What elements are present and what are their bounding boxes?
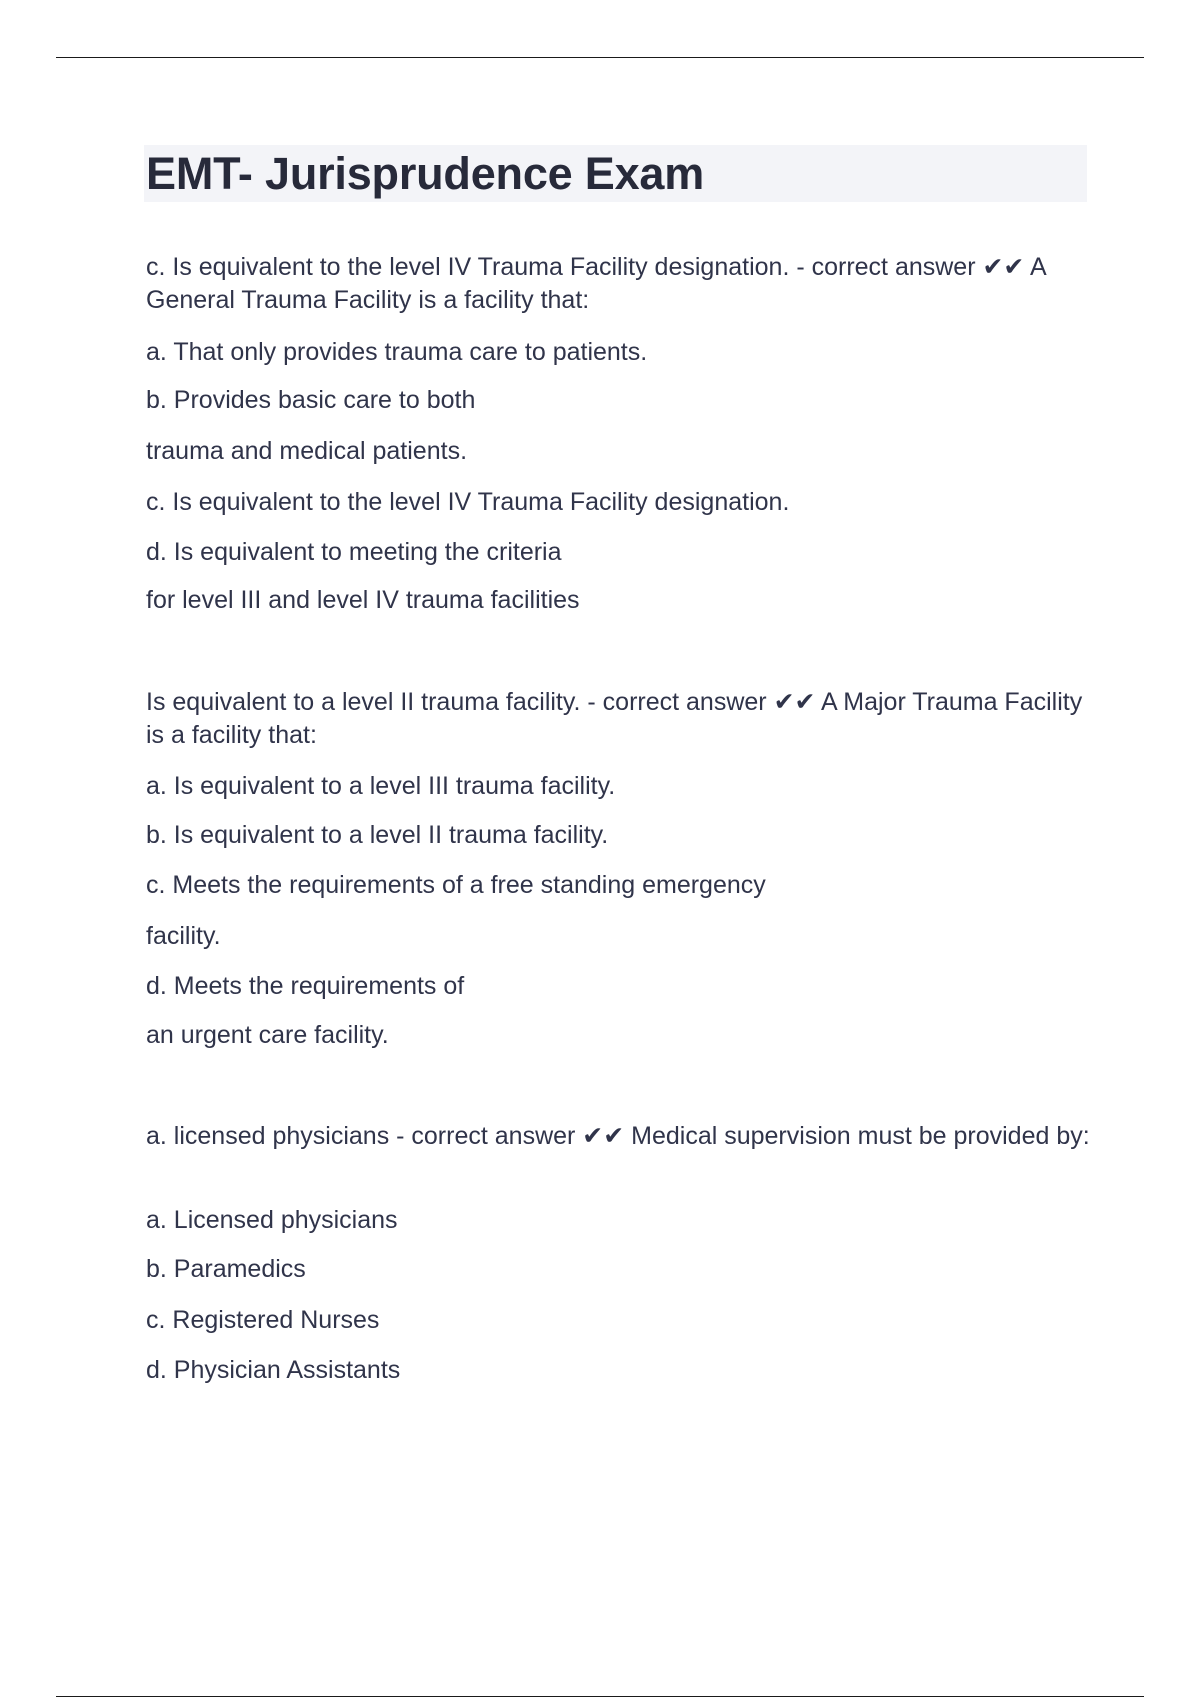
question-3-line: b. Paramedics (146, 1255, 306, 1283)
question-1-line: b. Provides basic care to both (146, 386, 476, 414)
question-3-line: d. Physician Assistants (146, 1356, 401, 1384)
question-3-header: a. licensed physicians - correct answer ✔✔ Medical supervision must be provided by: (146, 1122, 1090, 1150)
question-2-line: an urgent care facility. (146, 1021, 389, 1049)
question-2-line: facility. (146, 922, 221, 950)
question-2-line: b. Is equivalent to a level II trauma facility. (146, 821, 609, 849)
question-1-line: trauma and medical patients. (146, 437, 468, 465)
question-2-line: a. Is equivalent to a level III trauma facility. (146, 772, 616, 800)
question-2-line: d. Meets the requirements of (146, 972, 465, 1000)
top-rule (56, 57, 1144, 58)
question-1-line: c. Is equivalent to the level IV Trauma Facility designation. (146, 488, 790, 516)
question-1-line: d. Is equivalent to meeting the criteria (146, 538, 562, 566)
question-1-line: for level III and level IV trauma facilities (146, 586, 580, 614)
question-3-line: a. Licensed physicians (146, 1206, 398, 1234)
question-1-line: a. That only provides trauma care to patients. (146, 338, 648, 366)
bottom-rule (56, 1696, 1144, 1697)
page-title: EMT- Jurisprudence Exam (146, 148, 705, 199)
question-2-header: Is equivalent to a level II trauma facility. - correct answer ✔✔ A Major Trauma Facility is a facility that: (146, 688, 1083, 749)
question-1-header: c. Is equivalent to the level IV Trauma Facility designation. - correct answer ✔✔ A General Trauma Facility is a facility that: (146, 253, 1046, 314)
question-3-line: c. Registered Nurses (146, 1306, 380, 1334)
question-2-line: c. Meets the requirements of a free standing emergency (146, 871, 766, 899)
